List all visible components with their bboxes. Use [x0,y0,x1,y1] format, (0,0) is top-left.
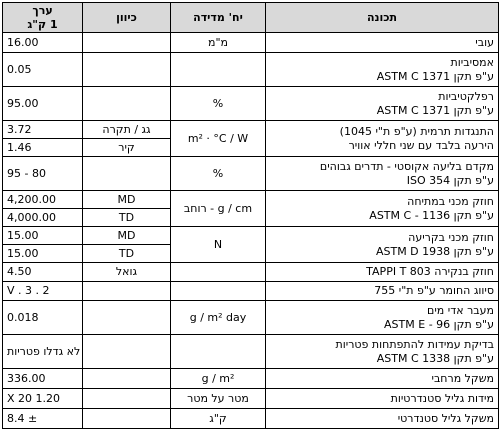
unit-cell: g / m² day [171,301,266,335]
direction-cell: גואל [83,263,171,282]
direction-cell: TD [83,245,171,263]
property-cell [266,227,499,263]
header-row [3,3,499,33]
table-row [3,121,499,139]
unit-cell: % [171,87,266,121]
direction-cell [83,157,171,191]
direction-cell [83,369,171,389]
table-row [3,191,499,209]
value-cell: X 20 1.20 [3,389,83,409]
direction-cell: גג / תקרה [83,121,171,139]
table-row [3,301,499,335]
table-row [3,157,499,191]
property-cell: משקל מרחבי [266,369,499,389]
property-line: מקדם בליעה אקוסטי - תדרים גבוהים [319,159,494,173]
direction-cell [83,33,171,53]
property-cell [266,301,499,335]
value-cell: 15.00 [3,227,83,245]
value-cell: 95.00 [3,87,83,121]
direction-cell: קיר [83,139,171,157]
property-cell [266,87,499,121]
property-cell: משקל גליל סטנדרטי [266,409,499,429]
unit-cell: g / m² [171,369,266,389]
property-line: רפלקטיביות [438,89,494,103]
unit-cell [171,53,266,87]
property-line: ע"פ תקן ISO 354 [406,173,494,187]
property-cell [266,335,499,369]
value-cell: 1.46 [3,139,83,157]
property-line: ע"פ תקן ASTM C 1338 [376,351,494,365]
property-line: חוזק מכני במתיחה [407,194,494,208]
property-line: ע"פ תקן ASTM C 1371 [376,103,494,117]
table-row [3,369,499,389]
direction-cell [83,389,171,409]
value-cell: 95 - 80 [3,157,83,191]
header-property: תכונה [266,3,499,33]
value-cell: V . 3 . 2 [3,282,83,301]
value-cell: 336.00 [3,369,83,389]
direction-cell [83,87,171,121]
table-row [3,335,499,369]
header-value-sub: 1 ק"ג [27,17,58,31]
property-line: ע"פ תקן ASTM C 1371 [376,69,494,83]
unit-cell [171,263,266,282]
property-line: ע"פ תקן ASTM E - 96 [384,317,494,331]
property-cell [266,53,499,87]
value-cell: 3.72 [3,121,83,139]
unit-cell: g / cm - רוחב [171,191,266,227]
property-cell [266,157,499,191]
property-line: ע"פ תקן ASTM C - 1136 [369,208,494,222]
value-cell: 15.00 [3,245,83,263]
property-line: אמסיביות [450,55,494,69]
direction-cell: MD [83,227,171,245]
direction-cell [83,409,171,429]
property-cell [266,191,499,227]
unit-cell: מ"מ [171,33,266,53]
header-unit: יח' מדידה [171,3,266,33]
table-row [3,282,499,301]
value-cell: לא גדלו פטריות [3,335,83,369]
unit-cell: % [171,157,266,191]
table-row [3,53,499,87]
property-cell [266,121,499,157]
direction-cell: MD [83,191,171,209]
value-cell: 0.018 [3,301,83,335]
value-cell: 4,000.00 [3,209,83,227]
property-line: חוזק מכני בקריעה [408,230,494,244]
table-row [3,227,499,245]
property-cell: עובי [266,33,499,53]
property-cell: חוזק בנקירה TAPPI T 803 [266,263,499,282]
unit-cell [171,282,266,301]
direction-cell: TD [83,209,171,227]
value-cell: 4.50 [3,263,83,282]
table-row [3,87,499,121]
table-row [3,409,499,429]
header-value [3,3,83,33]
direction-cell [83,335,171,369]
direction-cell [83,282,171,301]
property-cell: מידות גליל סטנדרטיות [266,389,499,409]
table-row [3,389,499,409]
direction-cell [83,301,171,335]
value-cell: 4,200.00 [3,191,83,209]
header-value-label: ערך [32,3,53,17]
unit-cell: מטר על מטר [171,389,266,409]
table-row [3,33,499,53]
header-direction: כיוון [83,3,171,33]
unit-cell: m² · °C / W [171,121,266,157]
property-line: הירעה בלבד עם שני חללי אוויר [348,138,494,152]
property-cell: סיווג החומר ע"פ ת"י 755 [266,282,499,301]
value-cell: 16.00 [3,33,83,53]
table-row [3,263,499,282]
unit-cell: N [171,227,266,263]
value-cell: 0.05 [3,53,83,87]
property-line: בדיקת עמידות להתפתחות פטריות [335,337,494,351]
unit-cell [171,335,266,369]
value-cell: 8.4 ± [3,409,83,429]
property-line: ע"פ תקן ASTM D 1938 [375,244,494,258]
property-line: מעבר אדי מים [427,303,494,317]
direction-cell [83,53,171,87]
unit-cell: ק"ג [171,409,266,429]
spec-table [2,2,499,429]
property-line: התנגדות תרמית (ע"פ ת"י 1045) [339,124,494,138]
